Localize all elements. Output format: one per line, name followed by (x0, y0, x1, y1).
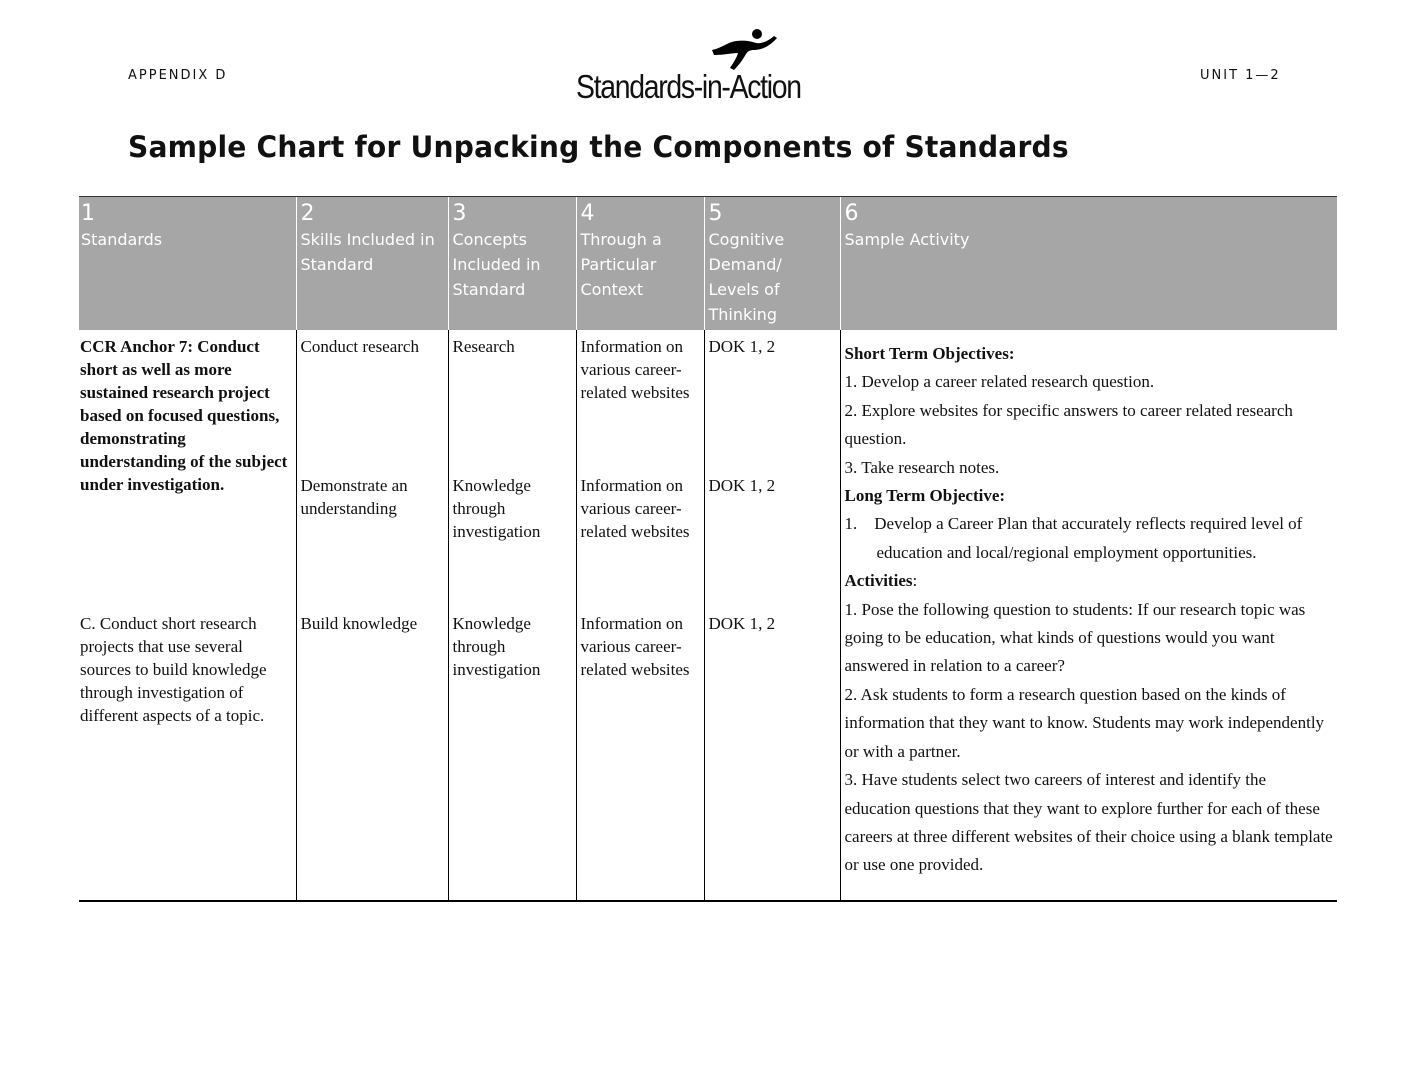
activity-item: 3. Have students select two careers of interest and identify the education questions that they want to explore further for each of these careers at three different websites of their choice using a blank template or use one provided. (844, 770, 1333, 875)
column-number: 5 (708, 201, 723, 226)
column-number: 6 (844, 201, 859, 226)
column-label: Standards (81, 230, 163, 249)
objective-item: 1. Develop a career related research question. (844, 372, 1155, 392)
column-label: Skills Included in Standard (300, 230, 435, 274)
standards-cell (79, 330, 296, 901)
long-term-heading: Long Term Objective: (844, 486, 1006, 506)
table-header-row (79, 197, 1337, 331)
short-term-heading: Short Term Objectives: (844, 344, 1015, 363)
running-figure-icon (710, 28, 780, 72)
column-header-skills (296, 197, 448, 331)
activities-colon: : (912, 571, 918, 591)
column-header-context (576, 197, 704, 331)
dok-item: DOK 1, 2 (708, 614, 776, 633)
dok-item: DOK 1, 2 (708, 476, 776, 495)
objective-item: 3. Take research notes. (844, 457, 1000, 477)
objective-item: 2. Explore websites for specific answers to career related research question. (844, 400, 1293, 449)
page-title: Sample Chart for Unpacking the Components of Standards (128, 130, 1069, 164)
skill-item: Conduct research (300, 337, 419, 356)
standards-in-action-logo (560, 28, 850, 108)
concepts-cell (448, 330, 576, 901)
column-label: Sample Activity (844, 230, 970, 249)
skills-cell (296, 330, 448, 901)
standard-c: C. Conduct short research projects that use several sources to build knowledge through investigation of different aspects of a topic. (80, 614, 267, 725)
context-item: Information on various career-related websites (580, 337, 690, 402)
activities-heading: Activities (844, 571, 913, 591)
unpacking-standards-table (79, 196, 1337, 902)
skill-item: Build knowledge (300, 614, 418, 633)
dok-cell (704, 330, 840, 901)
activity-item: 1. Pose the following question to students: If our research topic was going to be education, what kinds of questions would you want answered in relation to a career? (844, 599, 1306, 676)
column-label: Cognitive Demand/ Levels of Thinking (708, 230, 785, 324)
concept-item: Research (452, 337, 515, 356)
column-number: 3 (452, 201, 467, 226)
sample-activity-cell (840, 330, 1337, 901)
column-label: Concepts Included in Standard (452, 230, 541, 299)
column-header-standards (79, 197, 296, 331)
column-number: 4 (580, 201, 595, 226)
activity-item: 2. Ask students to form a research question based on the kinds of information that they want to know. Students may work independently or with a partner. (844, 684, 1325, 761)
context-item: Information on various career-related websites (580, 476, 690, 541)
activities-heading-line (845, 567, 1334, 595)
column-number: 2 (300, 201, 315, 226)
logo-text: Standards-in-Action (576, 68, 801, 105)
column-header-concepts (448, 197, 576, 331)
appendix-label: APPENDIX D (128, 68, 228, 83)
context-cell (576, 330, 704, 901)
table-row (79, 330, 1337, 901)
column-number: 1 (81, 201, 95, 226)
objective-item: 1. Develop a Career Plan that accurately reflects required level of education and local/regional employment opportunities. (844, 514, 1303, 562)
column-header-sample-activity (840, 197, 1337, 331)
skill-item: Demonstrate an understanding (300, 476, 408, 518)
context-item: Information on various career-related websites (580, 614, 690, 679)
concept-item: Knowledge through investigation (452, 614, 541, 679)
column-header-cognitive-demand (704, 197, 840, 331)
ccr-anchor-standard: CCR Anchor 7: Conduct short as well as more sustained research project based on focused questions, demonstrating understanding of the subject under investigation. (80, 337, 288, 494)
concept-item: Knowledge through investigation (452, 476, 541, 541)
dok-item: DOK 1, 2 (708, 337, 776, 356)
unit-label: UNIT 1—2 (1200, 68, 1281, 83)
column-label: Through a Particular Context (580, 230, 662, 299)
